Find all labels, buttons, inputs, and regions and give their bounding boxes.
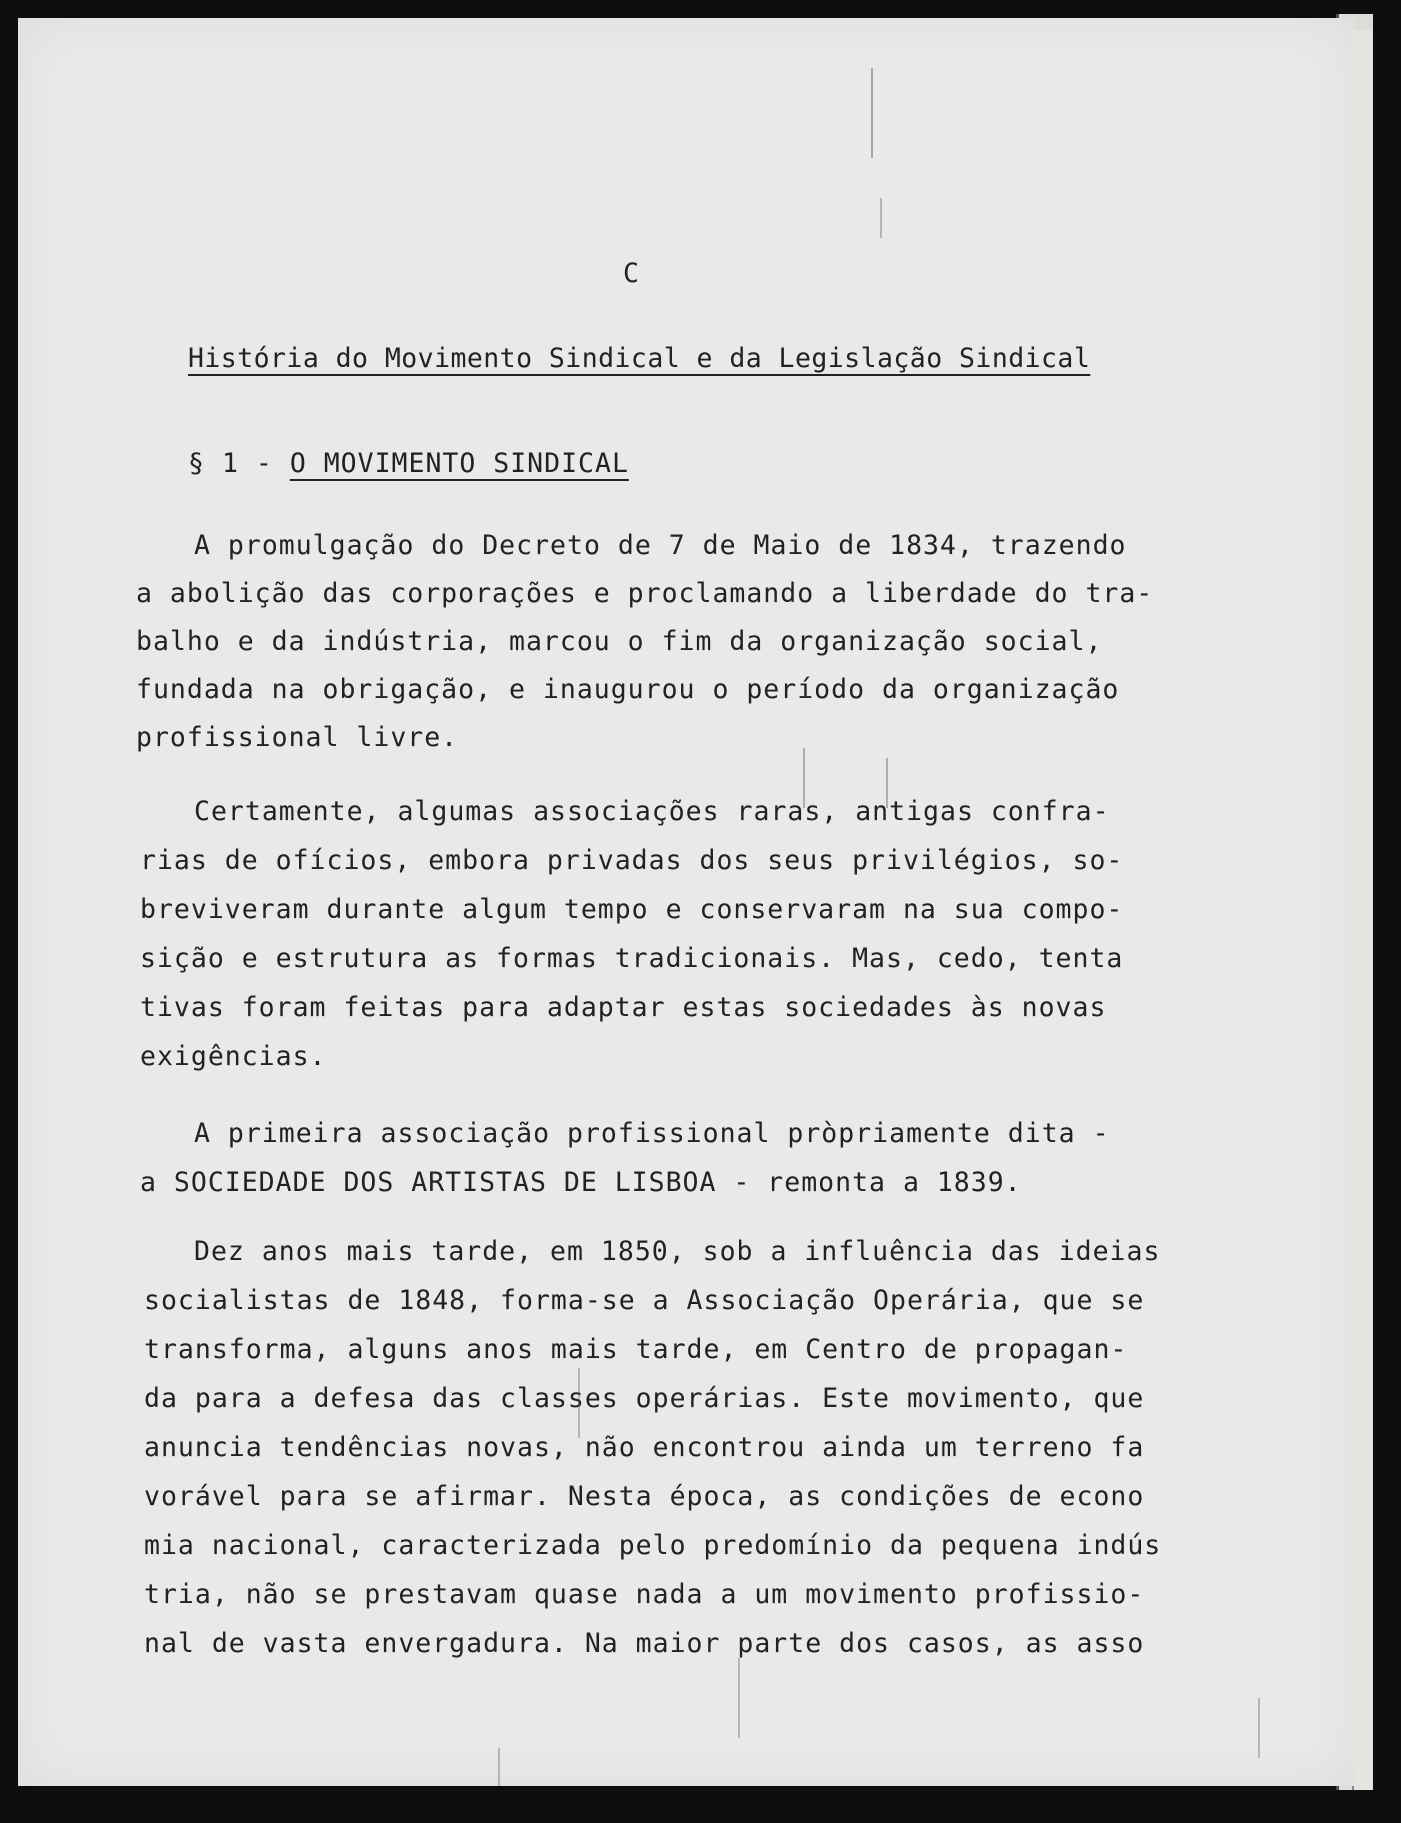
section-separator: - [255,448,273,479]
scan-streak [803,748,805,808]
body-line: A primeira associação profissional pròpriamente dita - [194,1118,1110,1149]
scan-streak [578,1368,580,1438]
document-page [18,18,1354,1786]
body-line: breviveram durante algum tempo e conservaram na sua compo- [140,894,1124,925]
scan-streak [871,68,873,158]
body-line: a SOCIEDADE DOS ARTISTAS DE LISBOA - remonta a 1839. [140,1167,1022,1198]
body-line: transforma, alguns anos mais tarde, em Centro de propagan- [144,1334,1128,1365]
section-symbol: § [188,448,205,479]
body-line: nal de vasta envergadura. Na maior parte dos casos, as asso [144,1628,1145,1659]
body-line: fundada na obrigação, e inaugurou o período da organização [136,674,1120,705]
document-title: História do Movimento Sindical e da Legislação Sindical [188,343,1091,374]
body-line: rias de ofícios, embora privadas dos seus privilégios, so- [140,845,1124,876]
scan-streak [1258,1698,1260,1758]
section-number: 1 [221,448,239,479]
body-line: profissional livre. [136,722,459,753]
body-line: sição e estrutura as formas tradicionais. Mas, cedo, tenta [140,943,1124,974]
body-line: exigências. [140,1041,327,1072]
scan-streak [738,1658,740,1738]
section-title: O MOVIMENTO SINDICAL [289,448,629,479]
body-line: socialistas de 1848, forma-se a Associação Operária, que se [144,1285,1145,1316]
scan-streak [498,1748,500,1786]
body-line: Certamente, algumas associações raras, antigas confra- [194,796,1110,827]
scan-streak [886,758,888,808]
body-line: tria, não se prestavam quase nada a um movimento profissio- [144,1579,1145,1610]
body-line: A promulgação do Decreto de 7 de Maio de 1834, trazendo [194,530,1127,561]
body-line: mia nacional, caracterizada pelo predomínio da pequena indús [144,1530,1162,1561]
scan-streak [880,198,882,238]
body-line: a abolição das corporações e proclamando a liberdade do tra- [136,578,1154,609]
body-line: tivas foram feitas para adaptar estas sociedades às novas [140,992,1107,1023]
body-line: Dez anos mais tarde, em 1850, sob a influência das ideias [194,1236,1161,1267]
section-heading [188,448,629,479]
body-line: vorável para se afirmar. Nesta época, as condições de econo [144,1481,1145,1512]
body-line: da para a defesa das classes operárias. Este movimento, que [144,1383,1145,1414]
adjacent-page-edge-inner [1352,30,1372,1790]
body-line: anuncia tendências novas, não encontrou ainda um terreno fa [144,1432,1145,1463]
page-letter: C [623,258,640,289]
body-line: balho e da indústria, marcou o fim da organização social, [136,626,1103,657]
